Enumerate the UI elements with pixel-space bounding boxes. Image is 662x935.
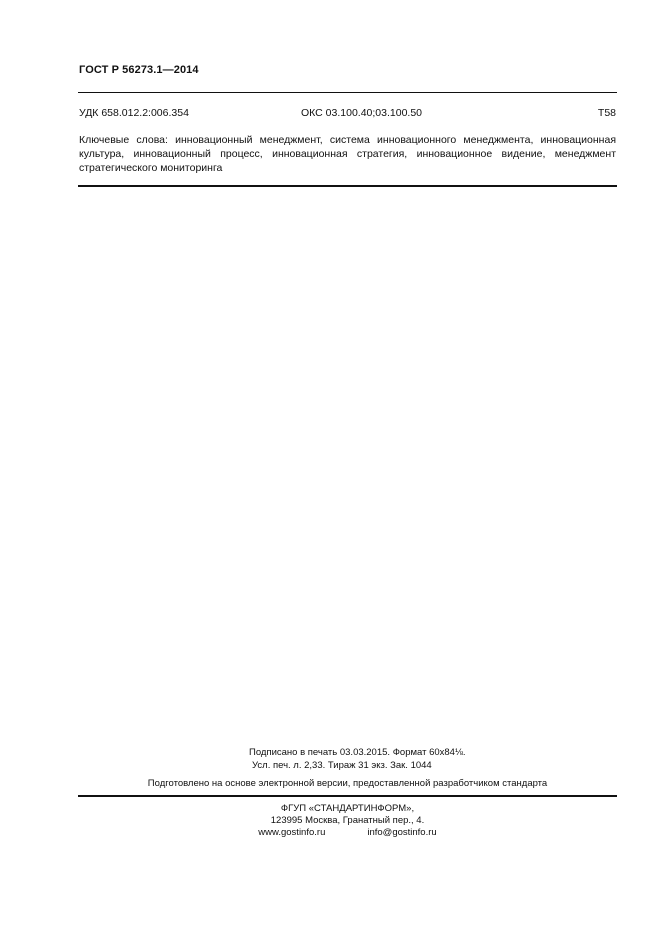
publisher-contacts: [78, 826, 617, 839]
signed-for-print: Подписано в печать 03.03.2015. Формат 60x84⅛.: [249, 747, 466, 758]
classification-code: Т58: [597, 107, 616, 119]
keywords-divider: [78, 185, 617, 187]
print-details: Усл. печ. л. 2,33. Тираж 31 экз. Зак. 1044: [252, 760, 432, 771]
publisher-website-link[interactable]: www.gostinfo.ru: [258, 827, 326, 838]
standard-number: ГОСТ Р 56273.1—2014: [79, 64, 199, 76]
publisher-address: 123995 Москва, Гранатный пер., 4.: [270, 815, 425, 826]
prepared-note: Подготовлено на основе электронной версии, предоставленной разработчиком стандарта: [147, 778, 548, 789]
header-divider: [78, 92, 617, 93]
publisher-divider: [78, 795, 617, 797]
publisher-name: ФГУП «СТАНДАРТИНФОРМ»,: [280, 803, 415, 814]
classification-row: [79, 107, 616, 119]
publisher-email-link[interactable]: info@gostinfo.ru: [367, 827, 437, 838]
oks-code: ОКС 03.100.40;03.100.50: [301, 107, 423, 119]
keywords-paragraph: Ключевые слова: инновационный менеджмент, система инновационного менеджмента, инновационная культура, инновационный процесс, инновационная стратегия, инновационное видение, менеджмент стратегического мониторинга: [79, 134, 616, 174]
udk-code: УДК 658.012.2:006.354: [79, 107, 189, 119]
